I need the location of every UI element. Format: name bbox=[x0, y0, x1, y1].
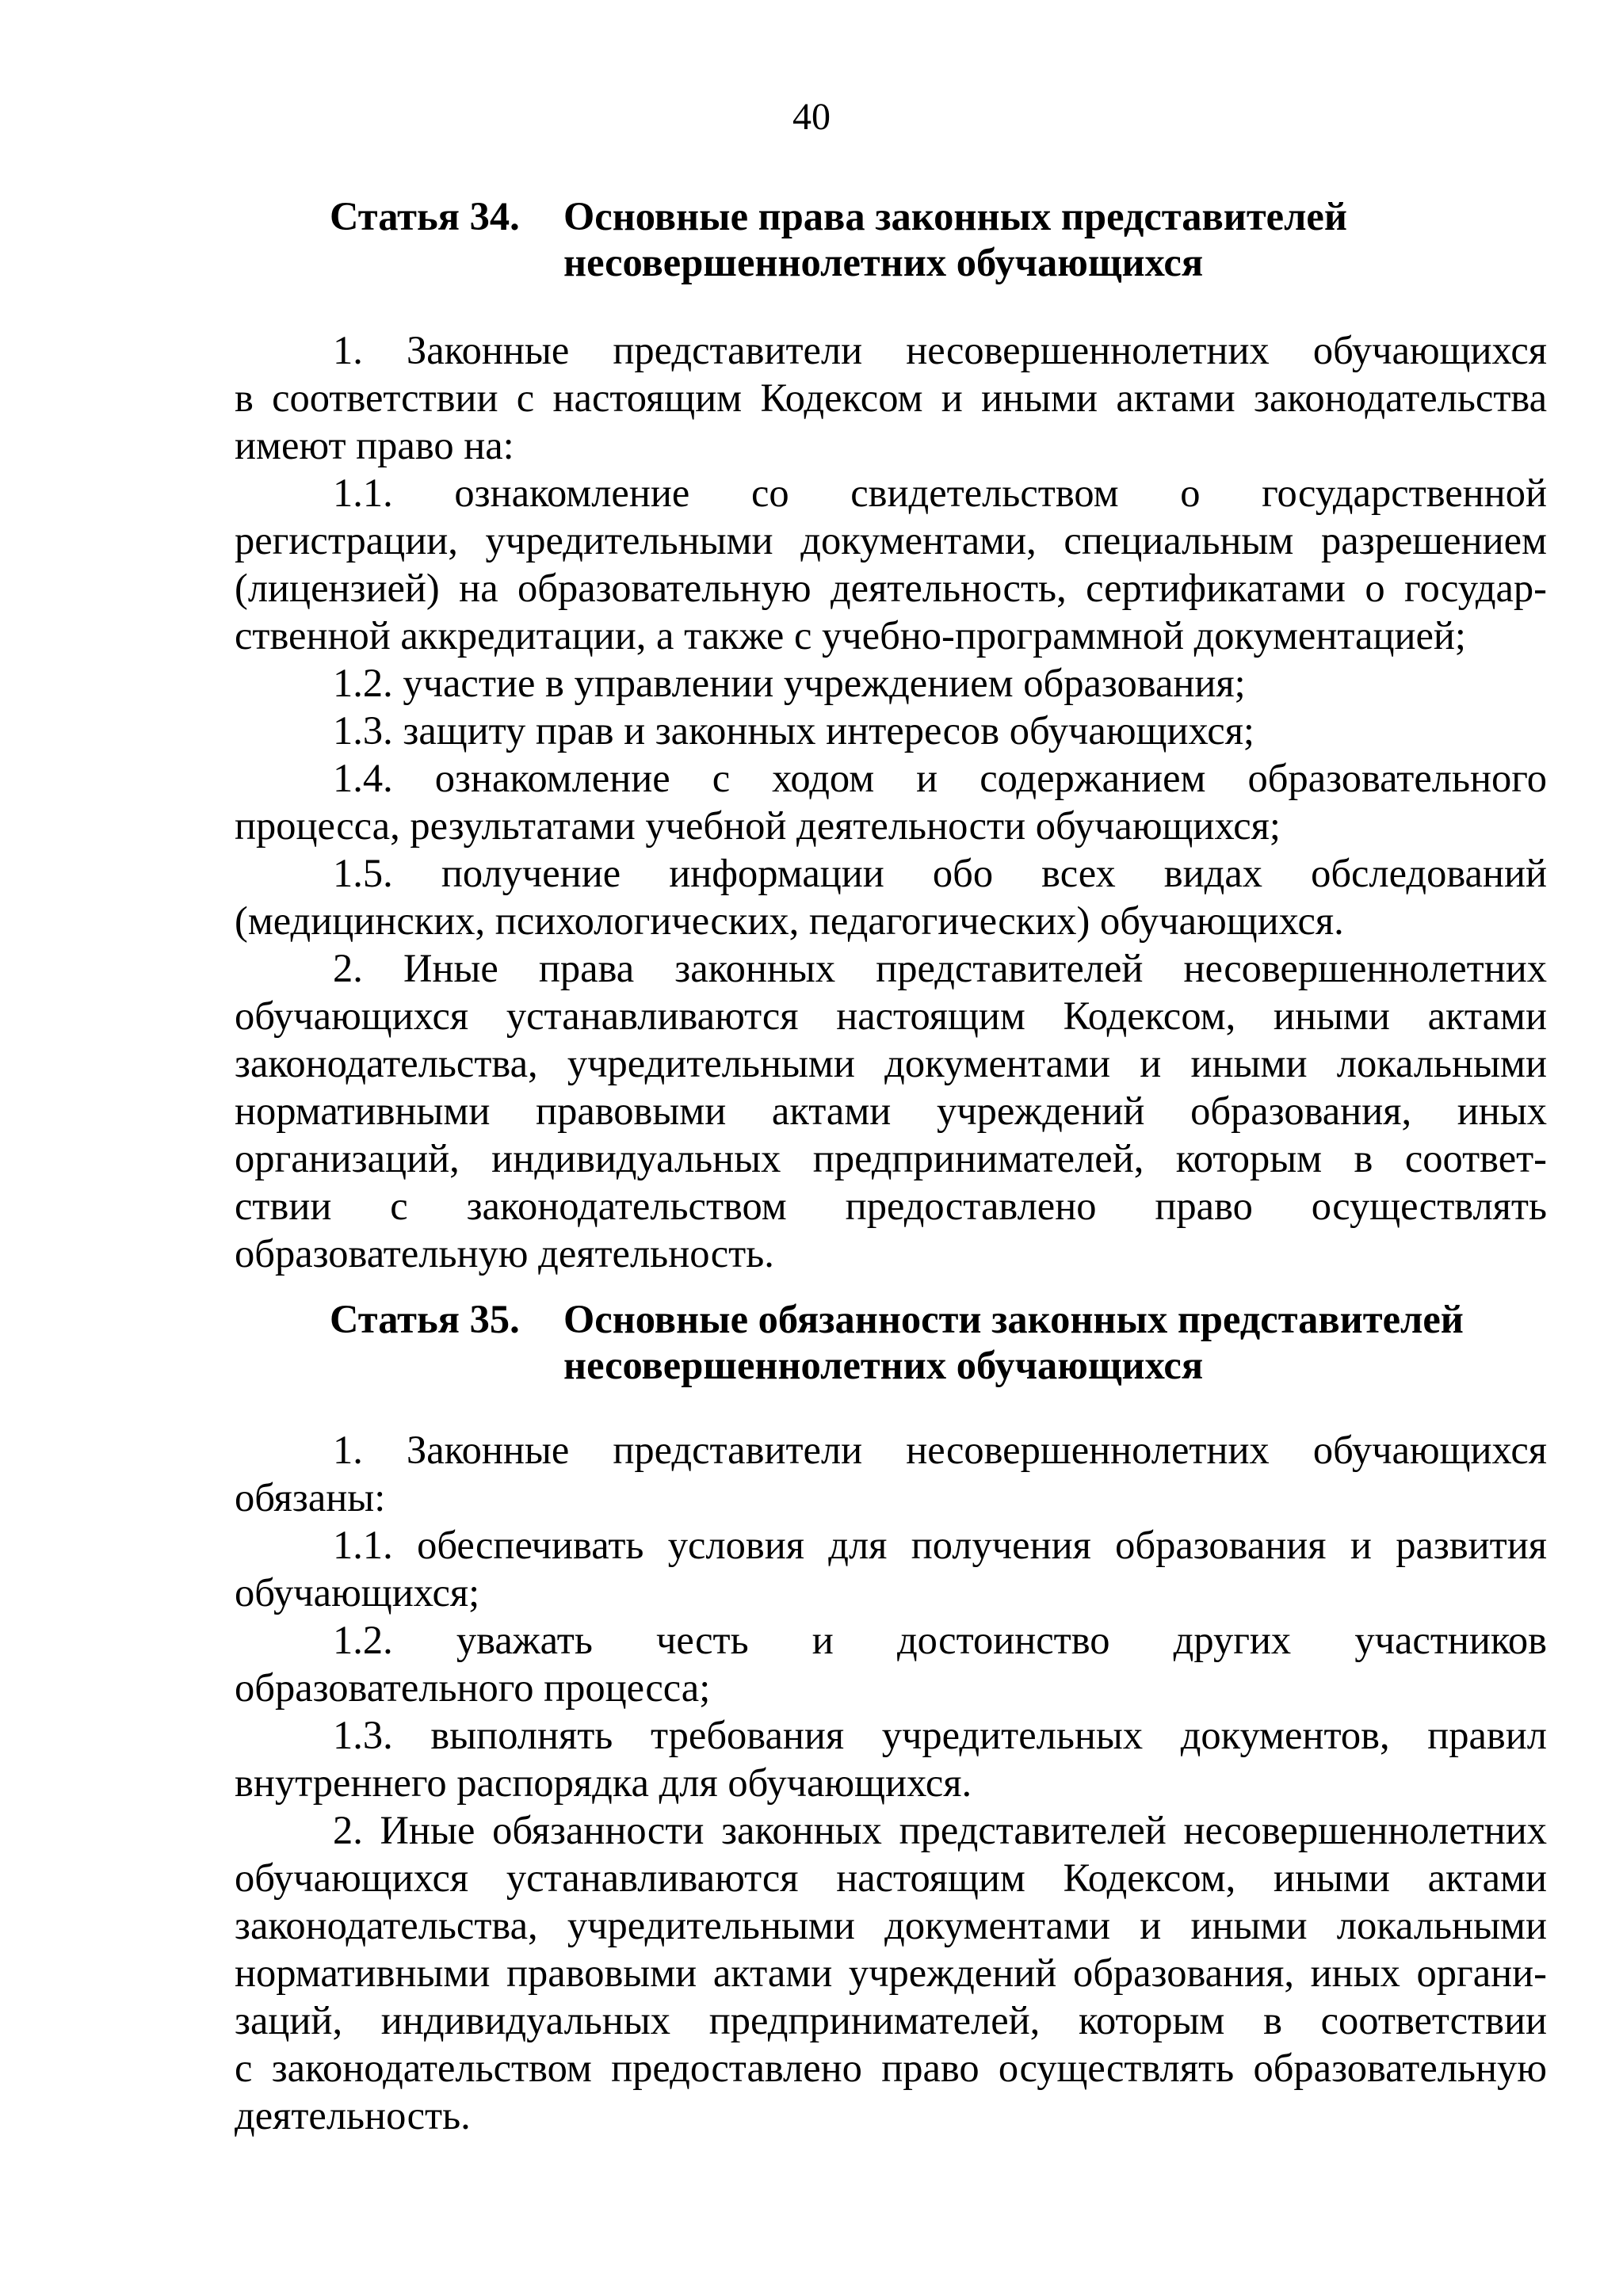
paragraph-line: 1.1. обеспечивать условия для получения образования и развития bbox=[333, 1523, 1547, 1567]
paragraph-line: 1.2. участие в управлении учреждением образования; bbox=[333, 661, 1246, 705]
paragraph bbox=[235, 1521, 1547, 1616]
paragraph-line: нормативными правовыми актами учреждений образования, иных bbox=[235, 1089, 1547, 1133]
paragraph bbox=[235, 1711, 1547, 1806]
paragraph bbox=[235, 707, 1547, 754]
paragraph-line: законодательства, учредительными документами и иными локальными bbox=[235, 1041, 1547, 1085]
article-34-number: Статья 34. bbox=[330, 194, 520, 238]
paragraph bbox=[235, 659, 1547, 707]
paragraph-line: 1.4. ознакомление с ходом и содержанием образовательного bbox=[333, 756, 1547, 800]
paragraph-line: образовательную деятельность. bbox=[235, 1231, 774, 1276]
article-35-title bbox=[563, 1296, 1546, 1388]
paragraph bbox=[235, 326, 1547, 469]
paragraph-line: заций, индивидуальных предпринимателей, которым в соответствии bbox=[235, 1998, 1547, 2042]
paragraph-line: 1.2. уважать честь и достоинство других участников bbox=[333, 1618, 1547, 1662]
article-35-title-line-1: Основные обязанности законных представителей bbox=[563, 1297, 1464, 1341]
paragraph-line: 2. Иные права законных представителей несовершеннолетних bbox=[333, 946, 1547, 990]
paragraph-line: обучающихся устанавливаются настоящим Кодексом, иными актами bbox=[235, 1855, 1547, 1900]
paragraph bbox=[235, 469, 1547, 659]
paragraph-line: процесса, результатами учебной деятельности обучающихся; bbox=[235, 803, 1281, 848]
page-number: 40 bbox=[792, 96, 831, 138]
article-34-title-line-1: Основные права законных представителей bbox=[563, 194, 1347, 238]
paragraph bbox=[235, 849, 1547, 944]
paragraph-line: 1. Законные представители несовершеннолетних обучающихся bbox=[333, 328, 1547, 372]
paragraph-line: ствии с законодательством предоставлено право осуществлять bbox=[235, 1184, 1547, 1228]
paragraph bbox=[235, 1426, 1547, 1521]
article-34-title bbox=[563, 193, 1546, 285]
paragraph bbox=[235, 944, 1547, 1277]
paragraph-line: 1.1. ознакомление со свидетельством о государственной bbox=[333, 471, 1547, 515]
paragraph-line: 1.5. получение информации обо всех видах обследований bbox=[333, 851, 1547, 895]
paragraph bbox=[235, 1806, 1547, 2139]
paragraph-line: ственной аккредитации, а также с учебно-программной документацией; bbox=[235, 613, 1466, 658]
paragraph-line: регистрации, учредительными документами, специальным разрешением bbox=[235, 518, 1547, 563]
paragraph-line: 2. Иные обязанности законных представителей несовершеннолетних bbox=[333, 1808, 1547, 1852]
paragraph-line: деятельность. bbox=[235, 2093, 471, 2138]
paragraph-line: обучающихся устанавливаются настоящим Кодексом, иными актами bbox=[235, 994, 1547, 1038]
paragraph-line: (лицензией) на образовательную деятельность, сертификатами о государ- bbox=[235, 566, 1547, 610]
paragraph-line: нормативными правовыми актами учреждений образования, иных органи- bbox=[235, 1951, 1547, 1995]
paragraph-line: с законодательством предоставлено право осуществлять образовательную bbox=[235, 2046, 1547, 2090]
paragraph-line: 1.3. выполнять требования учредительных документов, правил bbox=[333, 1713, 1547, 1757]
article-34-title-line-2: несовершеннолетних обучающихся bbox=[563, 240, 1204, 284]
paragraph-line: в соответствии с настоящим Кодексом и иными актами законодательства bbox=[235, 376, 1547, 420]
article-35-title-line-2: несовершеннолетних обучающихся bbox=[563, 1343, 1204, 1387]
paragraph-line: законодательства, учредительными документами и иными локальными bbox=[235, 1903, 1547, 1947]
article-35-body bbox=[235, 1426, 1547, 2139]
paragraph-line: внутреннего распорядка для обучающихся. bbox=[235, 1760, 972, 1805]
article-34-body bbox=[235, 326, 1547, 1277]
paragraph-line: обучающихся; bbox=[235, 1570, 480, 1615]
paragraph-line: (медицинских, психологических, педагогических) обучающихся. bbox=[235, 898, 1344, 943]
paragraph-line: имеют право на: bbox=[235, 423, 514, 467]
paragraph bbox=[235, 1616, 1547, 1711]
article-35-number: Статья 35. bbox=[330, 1297, 520, 1341]
paragraph-line: 1.3. защиту прав и законных интересов обучающихся; bbox=[333, 708, 1254, 753]
paragraph bbox=[235, 754, 1547, 849]
paragraph-line: 1. Законные представители несовершеннолетних обучающихся bbox=[333, 1428, 1547, 1472]
paragraph-line: образовательного процесса; bbox=[235, 1665, 711, 1710]
paragraph-line: организаций, индивидуальных предпринимателей, которым в соответ- bbox=[235, 1136, 1547, 1180]
paragraph-line: обязаны: bbox=[235, 1475, 386, 1520]
